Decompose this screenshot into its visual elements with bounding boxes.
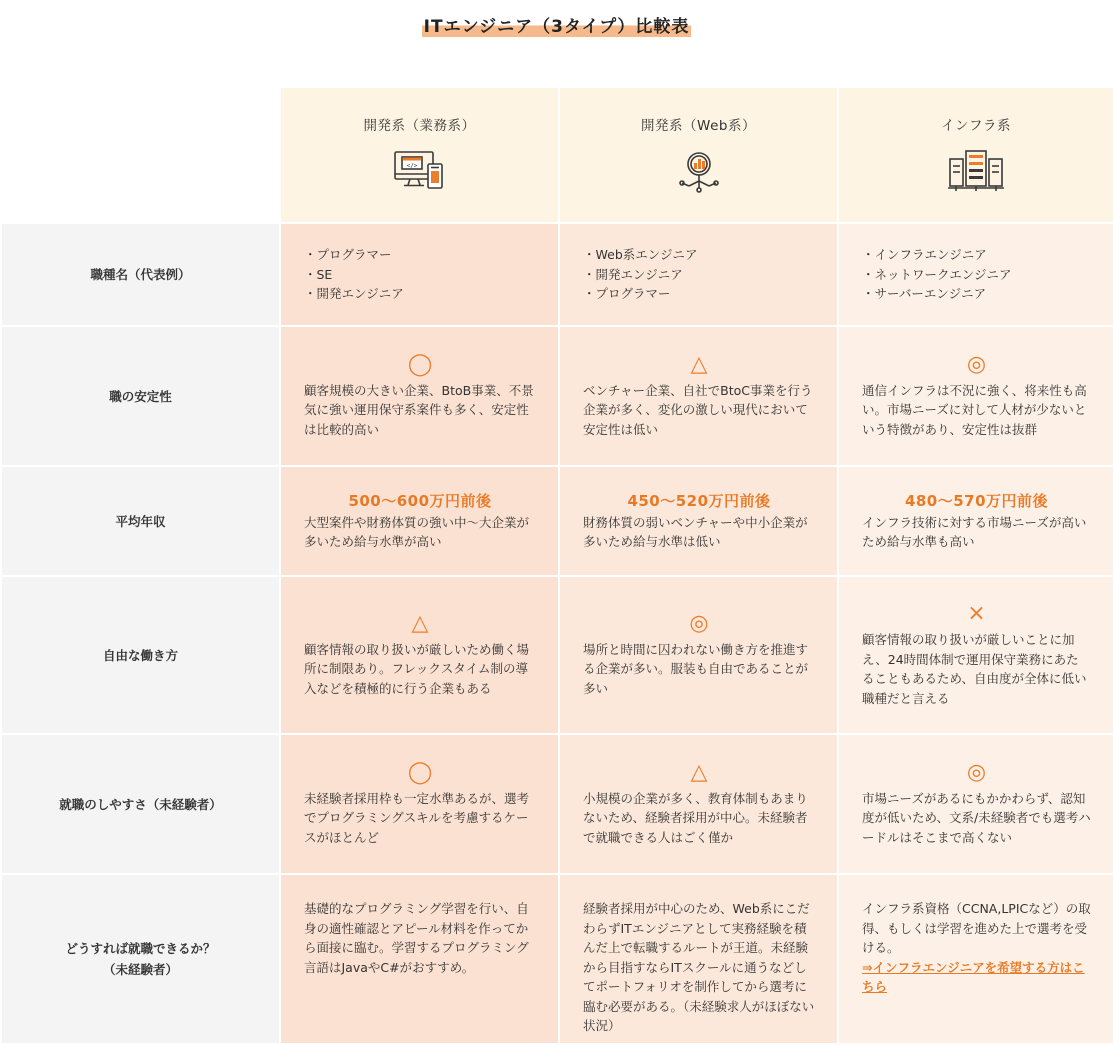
row-label: 自由な働き方 [1,576,280,734]
cell-infra [838,466,1113,576]
row-flexibility [1,576,1113,734]
row-ease [1,734,1113,874]
page-title: ITエンジニア（3タイプ）比較表 [422,12,692,37]
rating-mark: △ [690,351,708,377]
cell-text: 経験者採用が中心のため、Web系にこだわらずITエンジニアとして実務経験を積んだ上で転職するルートが王道。未経験から目指すならITスクールに通うなどしてポートフォリオを制作してから選考に臨む必要がある。（未経験求人がほぼない状況） [583,901,815,1033]
rating-mark: ◯ [407,351,433,377]
salary-amount: 450～520万円前後 [627,491,771,510]
header-infra [838,87,1113,223]
list-item: ・SE [304,266,333,282]
cell-text: 市場ニーズがあるにもかかわらず、認知度が低いため、文系/未経験者でも選考ハードルはそこまで高くない [862,790,1091,845]
column-name: インフラ系 [941,118,1011,134]
cell-infra [838,326,1113,466]
cell-infra [838,734,1113,874]
column-name: 開発系（Web系） [641,118,756,134]
cell-dev-web [559,223,838,326]
cell-text: 小規模の企業が多く、教育体制もあまりないため、経験者採用が中心。未経験者で就職できる人はごく僅か [583,790,808,845]
cell-text: 未経験者採用枠も一定水準あるが、選考でプログラミングスキルを考慮するケースがほとんど [304,790,530,845]
cell-text: 顧客規模の大きい企業、BtoB事業、不景気に強い運用保守系案件も多く、安定性は比較的高い [304,382,534,437]
list-item: ・開発エンジニア [304,286,404,302]
cell-text: 通信インフラは不況に強く、将来性も高い。市場ニーズに対して人材が少ないという特徴があり、安定性は抜群 [862,382,1087,437]
infra-engineer-link[interactable]: ⇒インフラエンジニアを希望する方はこちら [862,959,1085,994]
row-how-to-get-job [1,874,1113,1044]
rating-mark: ◎ [966,351,987,377]
cell-dev-business [280,576,559,734]
cell-text: ベンチャー企業、自社でBtoC事業を行う企業が多く、変化の激しい現代において安定性は低い [583,382,813,437]
list-item: ・プログラマー [304,247,392,263]
rating-mark: ◎ [689,610,709,636]
header-dev-business [280,87,559,223]
page-title-wrap [0,12,1113,37]
list-item: ・開発エンジニア [583,266,683,282]
cell-text: インフラ系資格（CCNA,LPICなど）の取得、もしくは学習を進めた上で選考を受ける。 [862,901,1091,955]
cell-dev-web [559,576,838,734]
cell-dev-web [559,466,838,576]
row-label-line: （未経験者） [102,962,178,977]
rating-mark: × [967,601,986,626]
list-item: ・サーバーエンジニア [862,286,987,302]
header-empty-cell [1,87,280,223]
row-job-names [1,223,1113,326]
cell-dev-web [559,734,838,874]
row-label: 平均年収 [1,466,280,576]
header-dev-web [559,87,838,223]
server-icon [839,148,1113,194]
cell-text: 場所と時間に囚われない働き方を推進する企業が多い。服装も自由であることが多い [583,641,809,696]
cell-dev-business [280,734,559,874]
cell-dev-business [280,466,559,576]
cell-text: 顧客情報の取り扱いが厳しいことに加え、24時間体制で運用保守業務にあたることもあるため、自由度が全体に低い職種だと言える [862,632,1087,706]
cell-dev-web [559,874,838,1044]
row-label [1,874,280,1044]
cell-dev-business [280,874,559,1044]
cell-text: 顧客情報の取り扱いが厳しいため働く場所に制限あり。フレックスタイム制の導入などを積極的に行う企業もある [304,641,530,696]
row-label: 職種名（代表例） [1,223,280,326]
cell-text: 基礎的なプログラミング学習を行い、自身の適性確認とアピール材料を作ってから面接に臨む。学習するプログラミング言語はJavaやC#がおすすめ。 [304,901,529,975]
list-item: ・Web系エンジニア [583,247,698,263]
cell-infra [838,874,1113,1044]
cell-infra [838,576,1113,734]
cell-dev-business [280,326,559,466]
cell-text: 大型案件や財務体質の強い中～大企業が多いため給与水準が高い [304,514,530,549]
row-salary [1,466,1113,576]
cell-text: 財務体質の弱いベンチャーや中小企業が多いため給与水準は低い [583,514,808,549]
cell-infra [838,223,1113,326]
comparison-table [0,86,1113,1045]
list-item: ・ネットワークエンジニア [862,266,1012,282]
rating-mark: △ [690,759,708,785]
cell-dev-business [280,223,559,326]
svg-text:</>: </> [406,162,417,170]
column-name: 開発系（業務系） [363,118,476,134]
rating-mark: ◯ [407,759,433,785]
header-row [1,87,1113,223]
computer-code-icon [281,148,558,194]
list-item: ・インフラエンジニア [862,247,987,263]
magnifier-chart-icon [560,148,837,194]
row-label-line: どうすれば就職できるか？ [65,941,216,956]
rating-mark: ◎ [966,759,987,785]
list-item: ・プログラマー [583,286,671,302]
salary-amount: 480～570万円前後 [904,491,1049,510]
rating-mark: △ [411,610,429,636]
salary-amount: 500～600万円前後 [348,491,492,510]
row-label: 就職のしやすさ（未経験者） [1,734,280,874]
row-stability [1,326,1113,466]
row-label: 職の安定性 [1,326,280,466]
cell-dev-web [559,326,838,466]
cell-text: インフラ技術に対する市場ニーズが高いため給与水準も高い [862,514,1087,549]
